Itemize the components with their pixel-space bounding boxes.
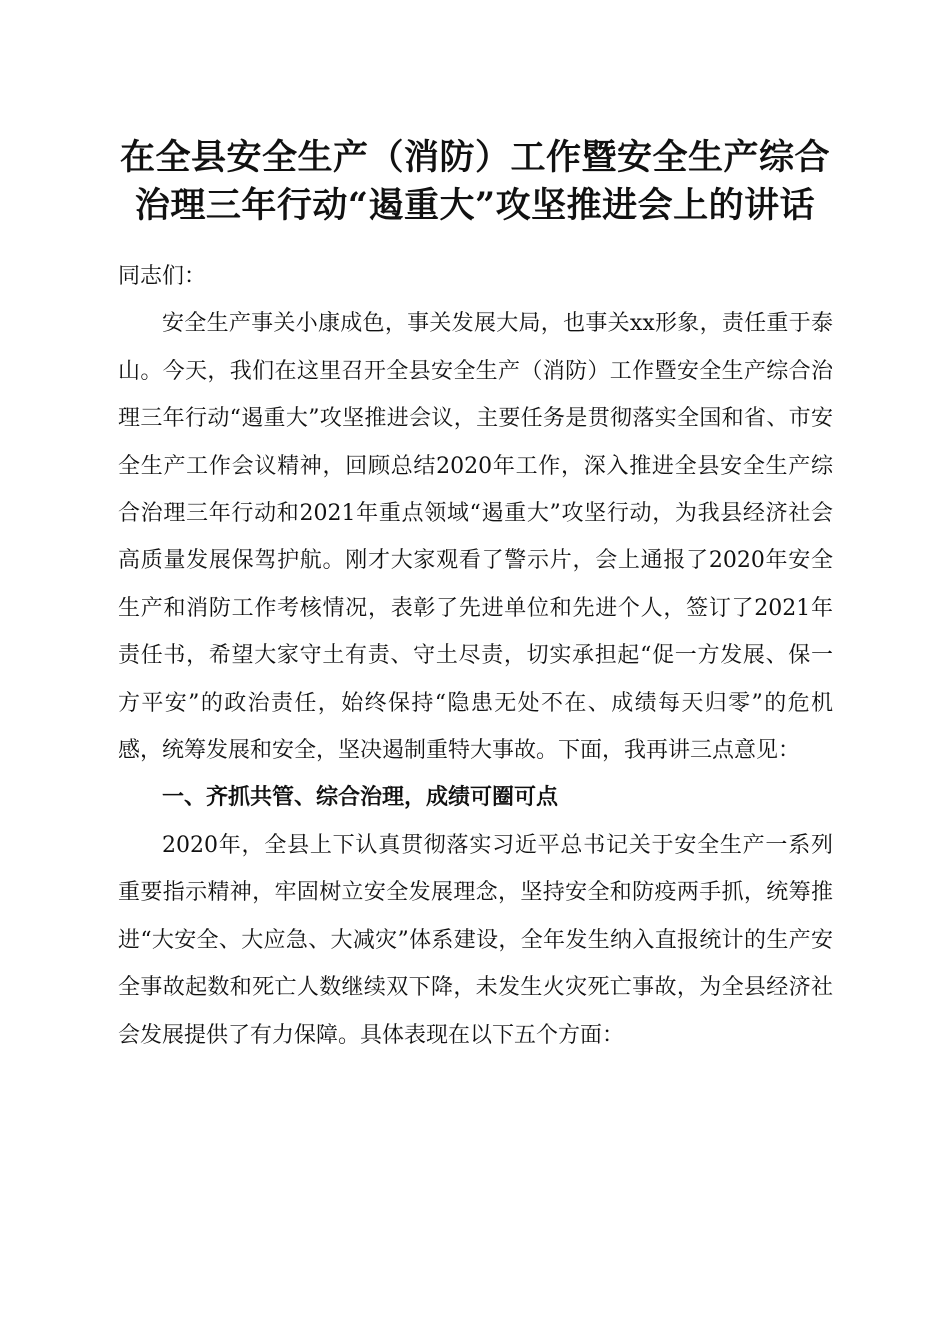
section-heading: 一、齐抓共管、综合治理，成绩可圈可点 bbox=[162, 785, 559, 811]
document-body bbox=[118, 253, 833, 1059]
document-title: 在全县安全生产（消防）工作暨安全生产综合治理三年行动“遏重大”攻坚推进会上的讲话 bbox=[119, 137, 830, 226]
section-paragraph: 2020年，全县上下认真贯彻落实习近平总书记关于安全生产一系列重要指示精神，牢固树立安全发展理念，坚持安全和防疫两手抓，统筹推进“大安全、大应急、大减灾”体系建设，全年发生纳入直报统计的生产安全事故起数和死亡人数继续双下降，未发生火灾死亡事故，为全县经济社会发展提供了有力保障。具体表现在以下五个方面： bbox=[118, 832, 833, 1048]
intro-paragraph: 安全生产事关小康成色，事关发展大局，也事关xx形象，责任重于泰山。今天，我们在这里召开全县安全生产（消防）工作暨安全生产综合治理三年行动“遏重大”攻坚推进会议，主要任务是贯彻落实全国和省、市安全生产工作会议精神，回顾总结2020年工作，深入推进全县安全生产综合治理三年行动和2021年重点领域“遏重大”攻坚行动，为我县经济社会高质量发展保驾护航。刚才大家观看了警示片，会上通报了2020年安全生产和消防工作考核情况，表彰了先进单位和先进个人，签订了2021年责任书，希望大家守土有责、守土尽责，切实承担起“促一方发展、保一方平安”的政治责任，始终保持“隐患无处不在、成绩每天归零”的危机感，统筹发展和安全，坚决遏制重特大事故。下面，我再讲三点意见： bbox=[118, 311, 833, 764]
salutation: 同志们： bbox=[118, 264, 207, 289]
